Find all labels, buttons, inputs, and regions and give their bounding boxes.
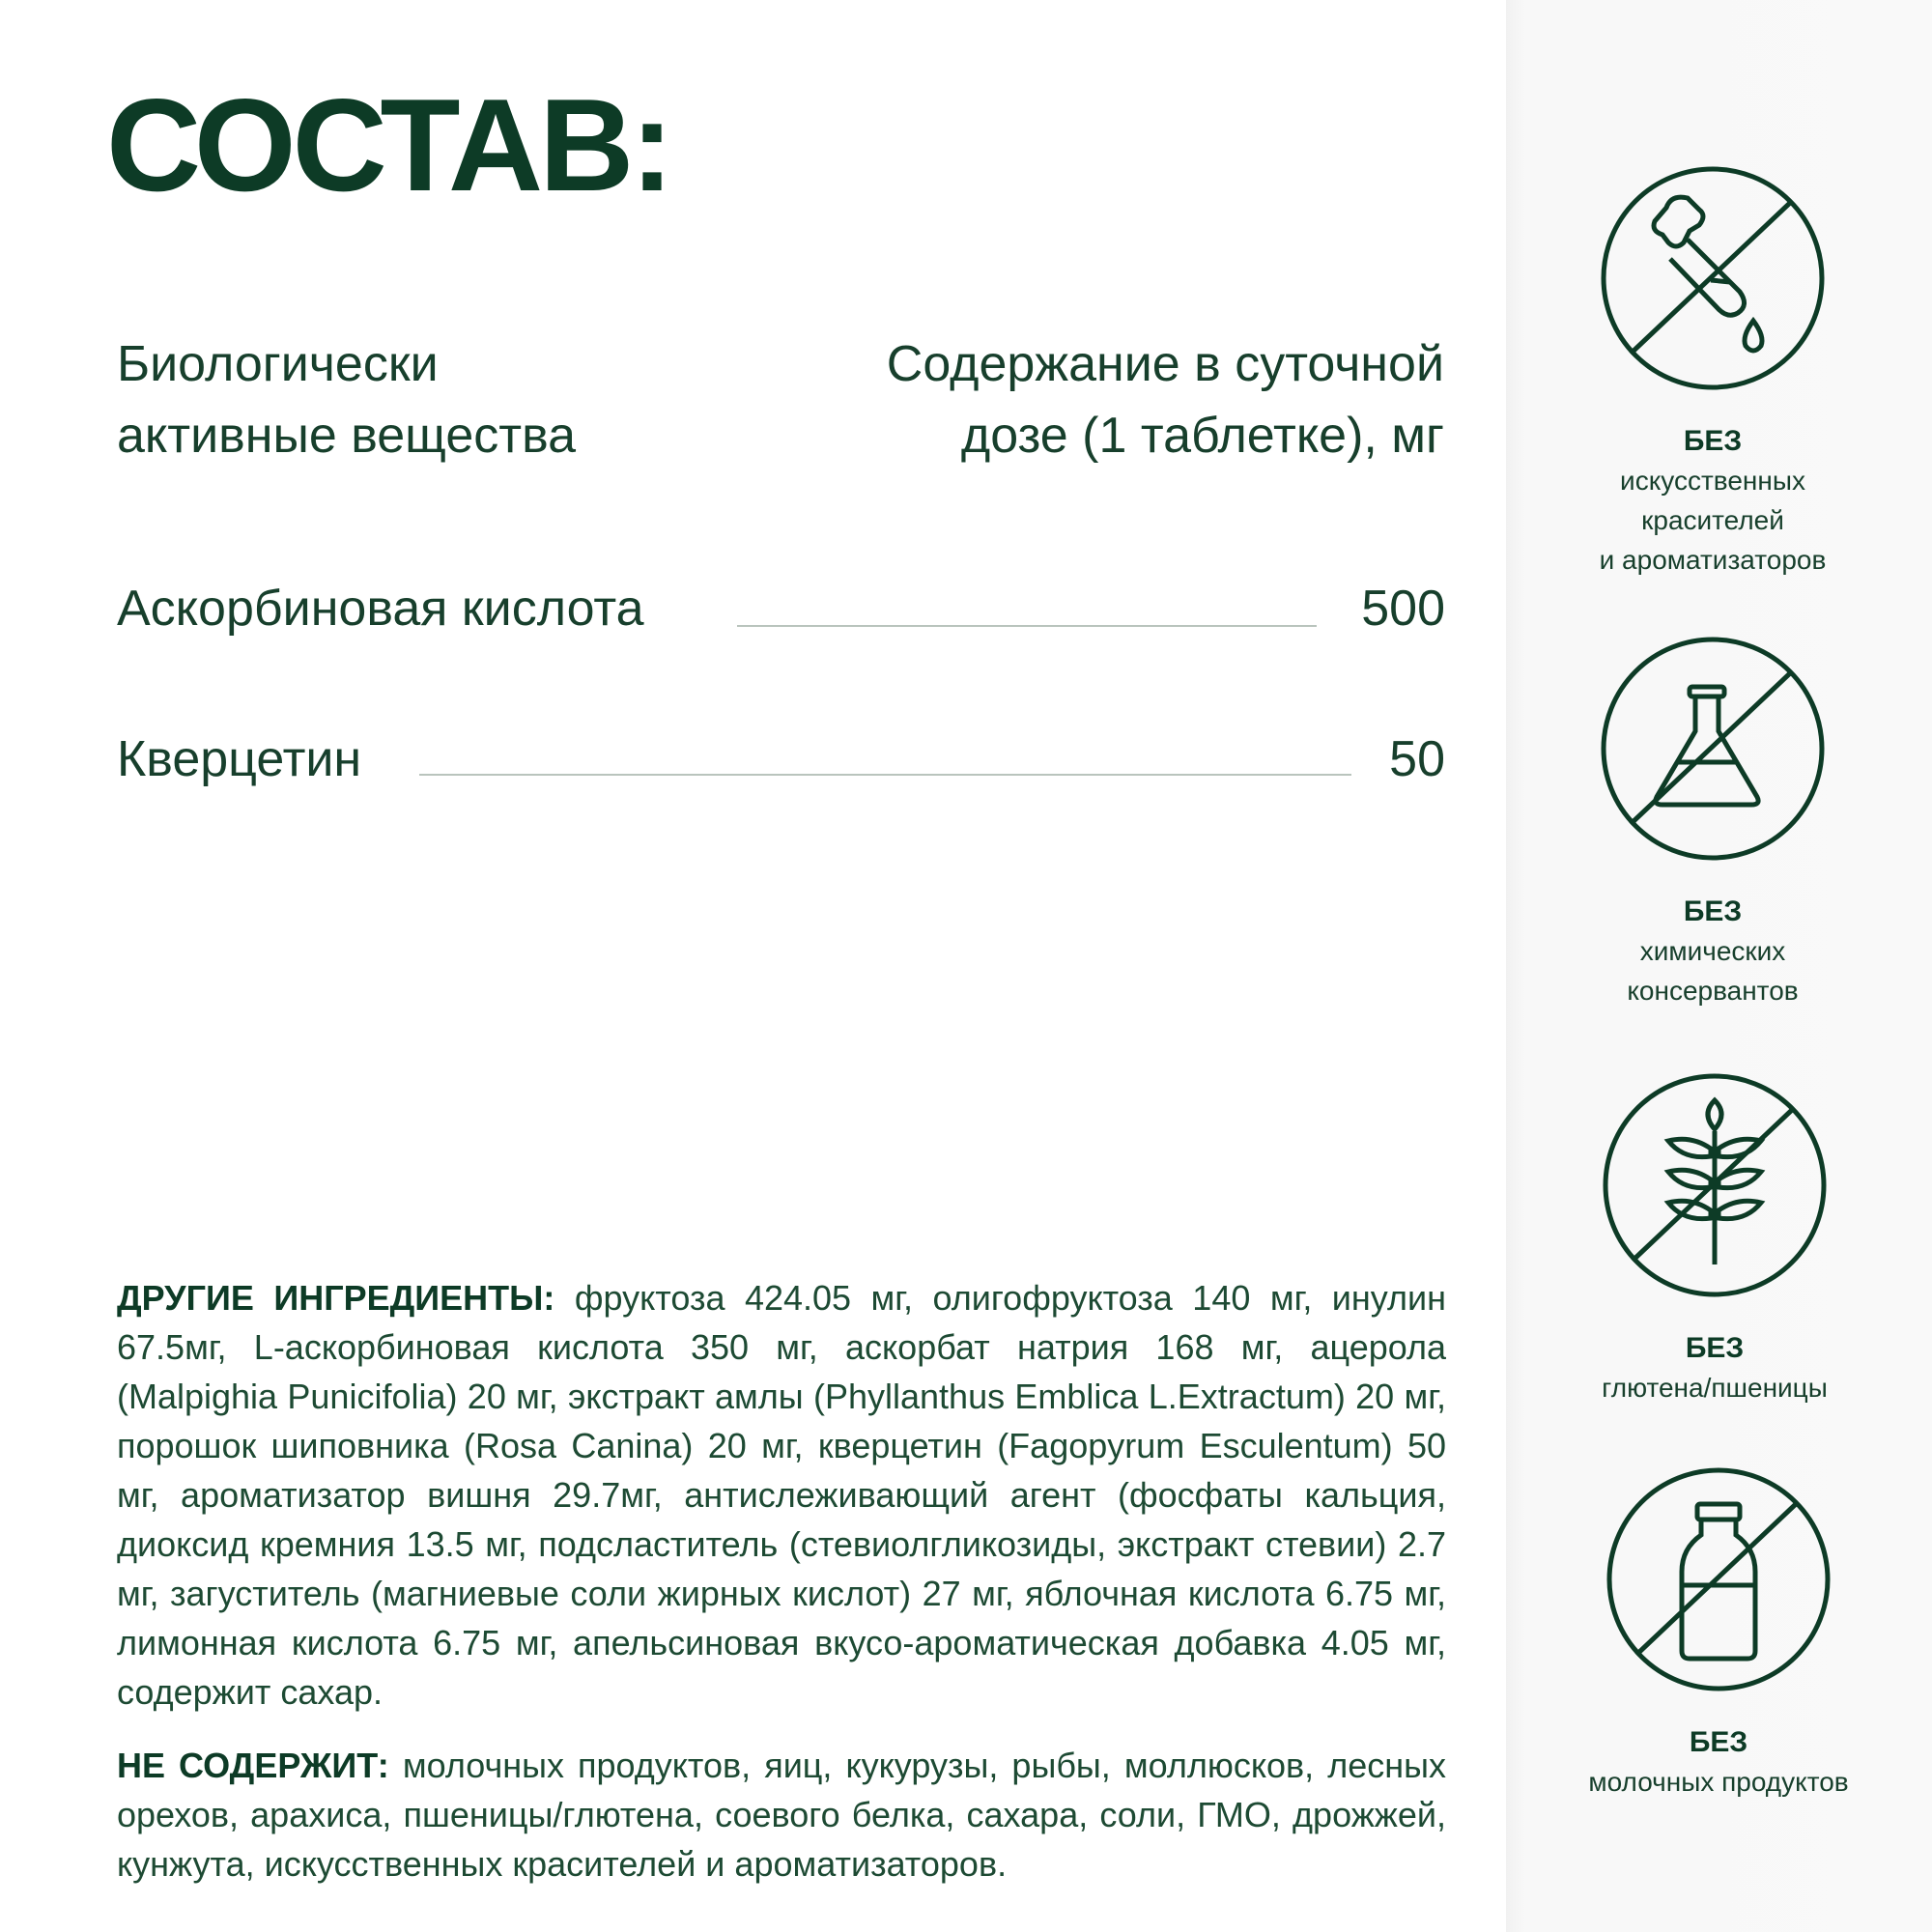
substance-name: Кверцетин <box>117 731 362 787</box>
other-ingredients-text: фруктоза 424.05 мг, олигофруктоза 140 мг, инулин 67.5мг, L-аскорбиновая кислота 350 мг, аскорбат натрия 168 мг, ацерола (Malpighia Punicifolia) 20 мг, экстракт амлы (Phyllanthus Emblica L.Extractum) 20 мг, порошок шиповника (Rosa Canina) 20 мг, кверцетин (Fagopyrum Esculentum) 50 мг, ароматизатор вишня 29.7мг, антислеживающий агент (фосфаты кальция, диоксид кремния 13.5 мг, подсластитель (стевиолгликозиды, экстракт стевии) 2.7 мг, загуститель (магниевые соли жирных кислот) 27 мг, яблочная кислота 6.75 мг, лимонная кислота 6.75 мг, апельсиновая вкусо-ароматическая добавка 4.05 мг, содержит сахар. <box>117 1278 1446 1712</box>
free-from-label: НЕ СОДЕРЖИТ: <box>117 1746 389 1785</box>
no-dairy-bottle-icon <box>1605 1465 1833 1693</box>
header-line: дозе (1 таблетке), мг <box>960 408 1444 464</box>
badge-no-gluten <box>1570 1071 1860 1407</box>
badge-no-dairy <box>1574 1465 1863 1802</box>
other-ingredients <box>117 1273 1446 1717</box>
badge-line: молочных продуктов <box>1588 1767 1849 1797</box>
badge-line: химических <box>1639 936 1786 966</box>
badge-bez: БЕЗ <box>1685 1332 1745 1364</box>
header-line: Биологически <box>117 336 439 392</box>
badge-bez: БЕЗ <box>1683 425 1743 457</box>
column-header-substances <box>117 328 576 471</box>
badge-line: и ароматизаторов <box>1599 545 1827 575</box>
substance-value: 500 <box>1361 581 1445 637</box>
no-chemical-flask-icon <box>1599 635 1827 863</box>
badge-line: красителей <box>1641 505 1784 535</box>
badge-line: глютена/пшеницы <box>1602 1373 1828 1403</box>
badge-line: консервантов <box>1627 976 1799 1006</box>
substance-name: Аскорбиновая кислота <box>117 581 644 637</box>
header-line: активные вещества <box>117 408 577 464</box>
page-title: СОСТАВ: <box>106 71 670 218</box>
no-gluten-wheat-icon <box>1601 1071 1829 1299</box>
badge-bez: БЕЗ <box>1689 1726 1748 1758</box>
no-dye-dropper-icon <box>1599 164 1827 392</box>
leader-line <box>419 774 1351 776</box>
badge-bez: БЕЗ <box>1683 895 1743 927</box>
header-line: Содержание в суточной <box>886 336 1444 392</box>
substance-value: 50 <box>1389 731 1445 787</box>
badge-no-preservatives <box>1568 635 1858 1010</box>
other-ingredients-label: ДРУГИЕ ИНГРЕДИЕНТЫ: <box>117 1278 555 1318</box>
column-header-dose <box>887 328 1444 471</box>
badge-no-dyes <box>1568 164 1858 580</box>
badge-line: искусственных <box>1620 466 1805 496</box>
free-from-text: молочных продуктов, яиц, кукурузы, рыбы, моллюсков, лесных орехов, арахиса, пшеницы/глютена, соевого белка, сахара, соли, ГМО, дрожжей, кунжута, искусственных красителей и ароматизаторов. <box>117 1746 1446 1884</box>
leader-line <box>737 625 1317 627</box>
free-from <box>117 1741 1446 1889</box>
